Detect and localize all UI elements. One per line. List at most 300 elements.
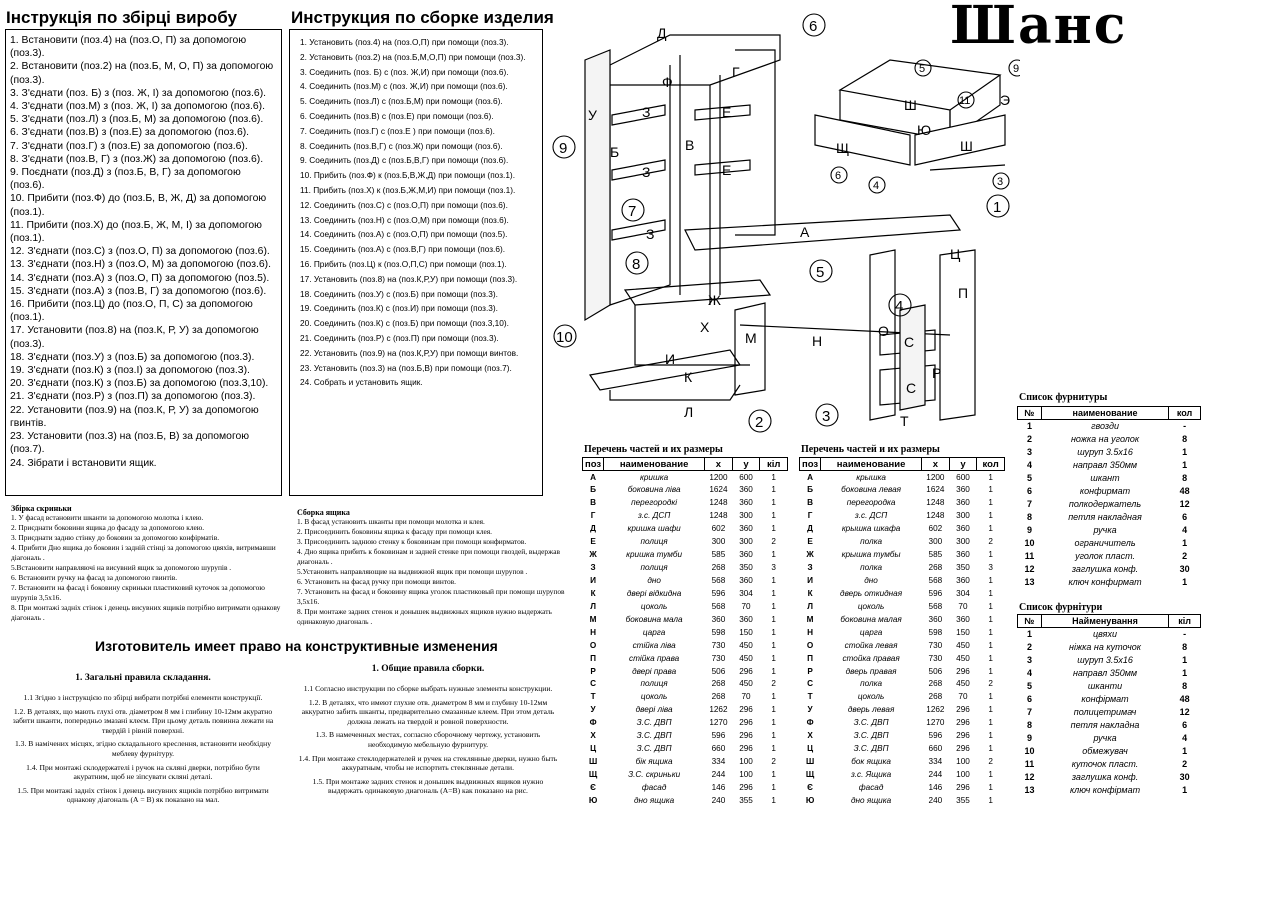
list-item: 13. З'єднати (поз.Н) з (поз.О, М) за допомогою (поз.6). [10, 259, 271, 271]
list-item: 16. Прибить (поз.Ц) к (поз.О,П,С) при помощи (поз.1). [300, 258, 507, 269]
table-cell: 268 [711, 563, 726, 573]
list-item: 21. З'єднати (поз.Р) з (поз.П) за допомогою (поз.3). [10, 391, 256, 403]
list-item: 6. Встановити ручку на фасад за допомогою гвинтів. [11, 573, 178, 582]
table-cell: 268 [928, 563, 943, 573]
table-cell: 1 [771, 692, 776, 702]
table-cell: 9 [1026, 733, 1032, 743]
table-row [800, 716, 1005, 729]
table-row [800, 652, 1005, 665]
table-cell: полицетримач [1073, 707, 1137, 717]
table-cell: 10 [1024, 538, 1035, 548]
table-cell: 268 [928, 692, 943, 702]
table-cell: Х [807, 731, 813, 741]
table-cell: 1 [771, 575, 776, 585]
table-cell: 568 [928, 575, 943, 585]
table-row [800, 548, 1005, 561]
table-cell: боковина малая [840, 614, 902, 624]
table-cell: з.с. ДСП [854, 511, 888, 521]
table-cell: З.С. ДВП [853, 744, 889, 754]
part-letter: В [685, 137, 695, 153]
table-cell: 2 [1182, 759, 1188, 769]
table-cell: бік ящика [635, 757, 673, 767]
table-cell: 360 [739, 485, 753, 495]
table-cell: 1 [771, 718, 776, 728]
table-cell: 1 [771, 770, 776, 780]
table-row [583, 600, 788, 613]
part-letter: Ц [950, 246, 961, 262]
table-cell: 300 [739, 511, 753, 521]
callout-num: 9 [1013, 63, 1020, 75]
table-cell: 100 [739, 770, 753, 780]
table-cell: Д [590, 524, 596, 534]
list-item: 1.4. При монтажі склодержателі і ручок на скляні дверки, потрібно бути акуратним, щоб не зіпсувати скляні деталі. [26, 762, 260, 782]
parts-ru-title: Перечень частей и их размеры [801, 444, 940, 455]
table-cell: 360 [956, 550, 970, 560]
table-row [1018, 667, 1201, 680]
ua-instructions-title: Інструкція по збірці виробу [6, 8, 238, 27]
table-cell: 1 [988, 640, 993, 650]
table-row [800, 665, 1005, 678]
table-cell: 1 [988, 770, 993, 780]
table-cell: 506 [711, 666, 726, 676]
list-item: 22. Установить (поз.9) на (поз.К,Р,У) при помощи винтов. [300, 347, 519, 358]
list-item: 18. З'єднати (поз.У) з (поз.Б) за допомогою (поз.3). [10, 351, 255, 363]
table-cell: 30 [1179, 772, 1190, 782]
table-cell: 296 [739, 718, 753, 728]
table-row [800, 794, 1005, 807]
table-row [1018, 511, 1201, 524]
table-cell: двері права [632, 666, 677, 676]
list-item: 1.4. При монтаже стеклодержателей и ручек на стеклянные дверки, нужно быть аккуратным, чтобы не испортить стеклянные детали. [298, 753, 558, 773]
list-item: 6. З'єднати (поз.В) з (поз.Е) за допомогою (поз.6). [10, 127, 250, 139]
table-cell: 1270 [709, 718, 728, 728]
list-item: 1. У фасад встановити шканти за допомогою молотка і клею. [11, 513, 204, 522]
list-item: 24. Собрать и установить ящик. [300, 377, 423, 388]
table-cell: 1 [988, 653, 993, 663]
list-item: 19. З'єднати (поз.К) з (поз.І) за допомогою (поз.3). [10, 365, 250, 377]
table-cell: 296 [739, 705, 753, 715]
table-cell: двері відкидна [626, 588, 682, 598]
table-cell: перегородкі [631, 498, 678, 508]
table-cell: 296 [739, 782, 753, 792]
column-header: х [705, 458, 733, 471]
table-cell: - [1183, 629, 1187, 640]
table-row [1018, 719, 1201, 732]
table-cell: 360 [956, 498, 970, 508]
table-cell: ограничитель [1074, 538, 1136, 548]
list-item: 7. З'єднати (поз.Г) з (поз.Е) за допомогою (поз.6). [10, 140, 248, 152]
list-item: 1.1 Согласно инструкции по сборке выбрать нужные элементы конструкции. [303, 684, 553, 693]
table-cell: 2 [771, 537, 776, 547]
list-item: 5.Встановити направляючі на висувний ящик за допомогою шурупів . [11, 563, 232, 572]
table-cell: 1248 [926, 498, 945, 508]
list-item: 19. Соединить (поз.К) с (поз.И) при помощи (поз.3). [300, 303, 498, 314]
part-letter: Ш [904, 97, 917, 113]
table-cell: заглушка конф. [1071, 564, 1139, 574]
table-cell: 596 [928, 588, 943, 598]
table-row [583, 729, 788, 742]
list-item: 8. При монтаже задних стенок и донышек выдвижных ящиков нужно выдержать одинаковую диагональ . [297, 607, 552, 626]
table-cell: петля накладная [1068, 512, 1142, 522]
table-row [800, 483, 1005, 496]
table-cell: 296 [956, 705, 970, 715]
table-cell: 70 [741, 692, 751, 702]
table-cell: 6 [1182, 512, 1188, 522]
table-cell: 1 [771, 614, 776, 624]
column-header: кол [1169, 407, 1201, 420]
table-row [583, 613, 788, 626]
table-cell: 585 [928, 550, 943, 560]
list-item: 11. Прибити (поз.Х) до (поз.Б, Ж, М, І) за допомогою (поз.1). [10, 219, 262, 245]
table-cell: З.С. ДВП [636, 744, 672, 754]
table-row [583, 483, 788, 496]
table-cell: 300 [711, 537, 726, 547]
table-cell: 598 [711, 627, 726, 637]
drawer-assembly-ru [297, 508, 567, 627]
table-cell: гвозди [1091, 421, 1119, 432]
list-item: 16. Прибити (поз.Ц) до (поз.О, П, С) за допомогою (поз.1). [10, 299, 253, 324]
callout-num: 1 [993, 199, 1002, 216]
table-cell: царга [642, 627, 666, 637]
table-cell: цвяхи [1093, 629, 1117, 640]
list-item: 24. Зібрати і встановити ящик. [10, 457, 157, 469]
fittings-table-ua [1017, 614, 1201, 797]
table-cell: бок ящика [851, 757, 891, 767]
part-letter: Г [732, 64, 740, 80]
table-cell: 660 [928, 744, 943, 754]
table-cell: 5 [1026, 681, 1032, 691]
table-row [1018, 563, 1201, 576]
table-cell: дно [647, 575, 661, 585]
callout-num: 9 [559, 140, 568, 157]
table-cell: 1 [771, 485, 776, 495]
table-cell: 11 [1024, 551, 1035, 561]
column-header: х [922, 458, 950, 471]
table-cell: петля накладна [1070, 720, 1140, 730]
table-cell: 100 [956, 770, 970, 780]
table-cell: 360 [711, 614, 726, 624]
list-item: 10. Прибить (поз.Ф) к (поз.Б,В,Ж,Д) при помощи (поз.1). [300, 170, 515, 181]
table-cell: конфірмат [1081, 694, 1129, 704]
table-cell: фасад [641, 782, 667, 792]
list-item: 12. З'єднати (поз.С) з (поз.О, П) за допомогою (поз.6). [10, 246, 270, 258]
table-cell: 8 [1026, 512, 1032, 522]
part-letter: Д [657, 25, 667, 41]
table-cell: 268 [711, 679, 726, 689]
callout-num: 6 [835, 170, 842, 182]
table-row [1018, 485, 1201, 498]
table-cell: 730 [711, 653, 726, 663]
table-cell: К [590, 588, 596, 598]
table-cell: 5 [1026, 473, 1032, 483]
list-item: 4. З'єднати (поз.М) з (поз. Ж, І) за допомогою (поз.6). [10, 101, 266, 113]
table-cell: В [807, 498, 814, 508]
list-item: 11. Прибить (поз.Х) к (поз.Б,Ж,М,И) при помощи (поз.1). [300, 184, 516, 195]
table-cell: 568 [928, 601, 943, 611]
table-cell: 1 [988, 472, 993, 482]
list-item: 7. Соединить (поз.Г) с (поз.Е ) при помощи (поз.6). [300, 125, 495, 136]
table-cell: 13 [1024, 785, 1035, 795]
part-letter: Л [684, 404, 694, 420]
part-letter: Е [722, 104, 732, 120]
table-row [1018, 693, 1201, 706]
table-row [1018, 771, 1201, 784]
list-item: 1.3. В намічених місцях, згідно складального креслення, встановити необхідну меблеву фурнітуру. [14, 739, 272, 758]
table-cell: Б [590, 485, 597, 495]
callout-num: 3 [997, 176, 1004, 188]
part-letter: Ж [708, 292, 721, 308]
table-row [583, 742, 788, 755]
list-item: 1.3. В намеченных местах, согласно сборочному чертежу, установить необходимую мебельную фурнитуру. [315, 730, 541, 749]
table-row [800, 535, 1005, 548]
drawer-ru-title: Сборка ящика [297, 508, 350, 517]
table-cell: 12 [1024, 772, 1035, 782]
part-letter: К [684, 369, 693, 385]
general-ru-title: 1. Общие правила сборки. [371, 664, 485, 674]
table-cell: дно [864, 575, 878, 585]
table-cell: Ж [589, 550, 597, 560]
table-cell: Ж [806, 550, 814, 560]
table-cell: стойка правая [842, 653, 900, 663]
table-cell: 596 [928, 731, 943, 741]
table-cell: 602 [711, 524, 726, 534]
table-cell: шуруп 3.5х16 [1077, 655, 1133, 665]
list-item: 8. Соединить (поз.В,Г) с (поз.Ж) при помощи (поз.6). [300, 140, 503, 151]
list-item: 14. З'єднати (поз.А) з (поз.О, П) за допомогою (поз.5). [10, 272, 270, 284]
column-header: кол [977, 458, 1005, 471]
table-cell: П [807, 653, 814, 663]
list-item: 1. Установить (поз.4) на (поз.О,П) при помощи (поз.3). [300, 37, 509, 47]
table-cell: 70 [958, 601, 968, 611]
table-cell: В [590, 498, 597, 508]
table-cell: Е [590, 537, 596, 547]
part-letter: Щ [836, 140, 850, 156]
general-ru-list [296, 684, 560, 796]
list-item: 8. З'єднати (поз.В, Г) з (поз.Ж) за допомогою (поз.6). [10, 153, 264, 165]
callout-num: 2 [755, 414, 764, 431]
part-letter: И [665, 351, 676, 367]
table-cell: полка [860, 679, 883, 689]
list-item: 3. Соединить (поз. Б) с (поз. Ж,И) при помощи (поз.6). [300, 66, 509, 77]
callout-num: 6 [809, 18, 818, 35]
manufacturer-note: Изготовитель имеет право на конструктивные изменения [95, 638, 498, 654]
table-cell: Є [590, 782, 596, 792]
part-letter: Ш [960, 138, 973, 154]
table-cell: 70 [958, 692, 968, 702]
table-cell: 360 [956, 575, 970, 585]
table-cell: З.С. скриньки [628, 770, 681, 780]
list-item: 2. Встановити (поз.2) на (поз.Б, М, О, П) за допомогою (поз.3). [10, 61, 274, 86]
table-row [800, 742, 1005, 755]
table-cell: У [590, 705, 596, 715]
table-cell: 1624 [926, 485, 945, 495]
list-item: 1. Встановити (поз.4) на (поз.О, П) за допомогою (поз.3). [10, 35, 247, 60]
list-item: 9. Поєднати (поз.Д) з (поз.Б, В, Г) за допомогою (поз.6). [10, 167, 241, 192]
table-cell: конфирмат [1079, 486, 1131, 496]
part-letter: З [642, 164, 651, 180]
table-cell: 1 [988, 666, 993, 676]
table-cell: боковина ліва [627, 485, 681, 495]
table-cell: З.С. ДВП [853, 718, 889, 728]
list-item: 1.2. В деталях, что имеют глухие отв. диаметром 8 мм и глубину 10-12мм аккуратно забить шканты, предварительно смазанные клеем. При этом деталь должна лежать на твердой и ровной поверхности. [301, 697, 555, 726]
table-cell: 296 [739, 744, 753, 754]
table-cell: 3 [988, 563, 993, 573]
callout-num: 5 [816, 264, 825, 281]
table-row [583, 496, 788, 509]
table-cell: 450 [956, 679, 970, 689]
callout-num: 5 [919, 63, 926, 75]
table-cell: 8 [1182, 434, 1188, 444]
table-row [583, 716, 788, 729]
table-cell: боковина мала [625, 614, 683, 624]
table-cell: 2 [1026, 434, 1032, 444]
callout-num: 11 [959, 95, 971, 107]
table-row [583, 522, 788, 535]
table-cell: 1262 [709, 705, 728, 715]
table-cell: 1 [988, 601, 993, 611]
table-row [800, 522, 1005, 535]
list-item: 12. Соединить (поз.С) с (поз.О,П) при помощи (поз.6). [300, 199, 508, 210]
list-item: 20. Соединить (поз.К) с (поз.Б) при помощи (поз.3,10). [300, 318, 509, 329]
column-header: наименование [604, 458, 705, 471]
table-row [1018, 537, 1201, 550]
table-cell: 1 [988, 588, 993, 598]
table-cell: 12 [1179, 499, 1190, 509]
table-cell: 11 [1024, 759, 1035, 769]
table-cell: Ц [807, 744, 814, 754]
table-cell: 1 [771, 795, 776, 805]
table-cell: М [589, 614, 597, 624]
callout-num: 7 [628, 203, 637, 220]
callout-num: 4 [873, 180, 880, 192]
table-cell: 1 [988, 550, 993, 560]
table-cell: цоколь [640, 692, 668, 702]
table-cell: стійка ліва [632, 640, 676, 650]
table-cell: 1 [1182, 460, 1188, 470]
table-row [800, 678, 1005, 691]
table-cell: 240 [928, 795, 943, 805]
table-cell: Г [590, 511, 596, 521]
table-cell: 1 [771, 498, 776, 508]
table-cell: 1 [771, 588, 776, 598]
table-cell: Г [807, 511, 813, 521]
table-row [1018, 433, 1201, 446]
table-cell: 1248 [926, 511, 945, 521]
table-cell: цоколь [857, 692, 885, 702]
list-item: 4. Дно ящика прибить к боковинам и задней стенке при помощи гвоздей, выдержав диагональ . [297, 547, 560, 566]
table-cell: 596 [711, 588, 726, 598]
table-cell: 8 [1182, 681, 1188, 691]
table-cell: 7 [1026, 707, 1032, 717]
table-cell: Л [807, 601, 813, 611]
parts-ua-title: Перечень частей и их размеры [584, 444, 723, 455]
table-cell: дно ящика [634, 795, 675, 805]
list-item: 5. З'єднати (поз.Л) з (поз.Б, М) за допомогою (поз.6). [10, 114, 264, 126]
table-row [800, 781, 1005, 794]
table-cell: полка [860, 537, 883, 547]
table-cell: 350 [956, 563, 970, 573]
list-item: 2. Присоединить боковины ящика к фасаду при помощи клея. [297, 527, 493, 536]
general-rules-ua [12, 673, 274, 809]
table-cell: 450 [956, 653, 970, 663]
table-cell: 360 [928, 614, 943, 624]
table-cell: фасад [858, 782, 884, 792]
table-cell: крышка тумбы [841, 550, 901, 560]
table-cell: 48 [1179, 694, 1190, 704]
table-row [583, 678, 788, 691]
ua-instructions-box [5, 29, 282, 496]
list-item: 13. Соединить (поз.Н) с (поз.О,М) при помощи (поз.6). [300, 214, 509, 225]
list-item: 3. З'єднати (поз. Б) з (поз. Ж, І) за допомогою (поз.6). [10, 87, 267, 99]
table-cell: 450 [956, 640, 970, 650]
table-cell: 8 [1182, 642, 1188, 652]
column-header: поз [583, 458, 604, 471]
table-cell: 146 [711, 782, 726, 792]
table-cell: 585 [711, 550, 726, 560]
table-cell: заглушка конф. [1071, 772, 1139, 782]
table-cell: 2 [1026, 642, 1032, 652]
table-row [583, 690, 788, 703]
table-cell: Є [807, 782, 813, 792]
table-cell: 300 [956, 511, 970, 521]
table-cell: 6 [1026, 486, 1032, 496]
table-cell: Щ [588, 770, 598, 780]
table-cell: 4 [1182, 733, 1188, 743]
table-cell: 1 [988, 692, 993, 702]
table-cell: 300 [956, 537, 970, 547]
ru-instructions-box [289, 29, 543, 496]
table-cell: направл 350мм [1072, 668, 1138, 678]
table-cell: И [807, 575, 814, 585]
table-cell: 1 [771, 511, 776, 521]
list-item: 7. Установить на фасад и боковину ящика уголок пластиковый при помощи шурупов 3,5х16. [297, 587, 565, 606]
table-row [1018, 459, 1201, 472]
table-cell: 6 [1182, 720, 1188, 730]
table-cell: 360 [739, 524, 753, 534]
table-cell: 296 [956, 718, 970, 728]
table-row [1018, 680, 1201, 693]
table-cell: 568 [711, 601, 726, 611]
table-cell: 12 [1024, 564, 1035, 574]
table-cell: 296 [956, 666, 970, 676]
table-cell: 1 [771, 627, 776, 637]
table-row [1018, 628, 1201, 641]
table-cell: 1 [771, 666, 776, 676]
table-cell: Ш [588, 757, 598, 767]
list-item: 23. Установити (поз.3) на (поз.Б, В) за допомогою (поз.7). [10, 431, 250, 456]
table-row [1018, 784, 1201, 797]
list-item: 9. Соединить (поз.Д) с (поз.Б,В,Г) при помощи (поз.6). [300, 155, 509, 166]
table-row [1018, 706, 1201, 719]
table-cell: Ф [806, 718, 814, 728]
table-cell: Щ [805, 770, 815, 780]
list-item: 4. Соединить (поз.М) с (поз. Ж,И) при помощи (поз.6). [300, 81, 508, 92]
table-cell: 3 [1026, 655, 1032, 665]
table-cell: Ю [588, 795, 598, 805]
table-row [583, 561, 788, 574]
table-cell: 1 [771, 550, 776, 560]
table-cell: ніжка на куточок [1069, 642, 1142, 652]
column-header: Найменування [1041, 615, 1168, 628]
table-cell: 450 [739, 679, 753, 689]
table-cell: 1 [771, 705, 776, 715]
list-item: 14. Соединить (поз.А) с (поз.О,П) при помощи (поз.5). [300, 229, 508, 240]
table-cell: 8 [1026, 720, 1032, 730]
list-item: 1.1 Згідно з інструкцією по збірці вибрати потрібні елементи конструкції. [23, 693, 263, 702]
table-cell: 1 [988, 485, 993, 495]
table-cell: 660 [711, 744, 726, 754]
table-cell: 600 [956, 472, 970, 482]
